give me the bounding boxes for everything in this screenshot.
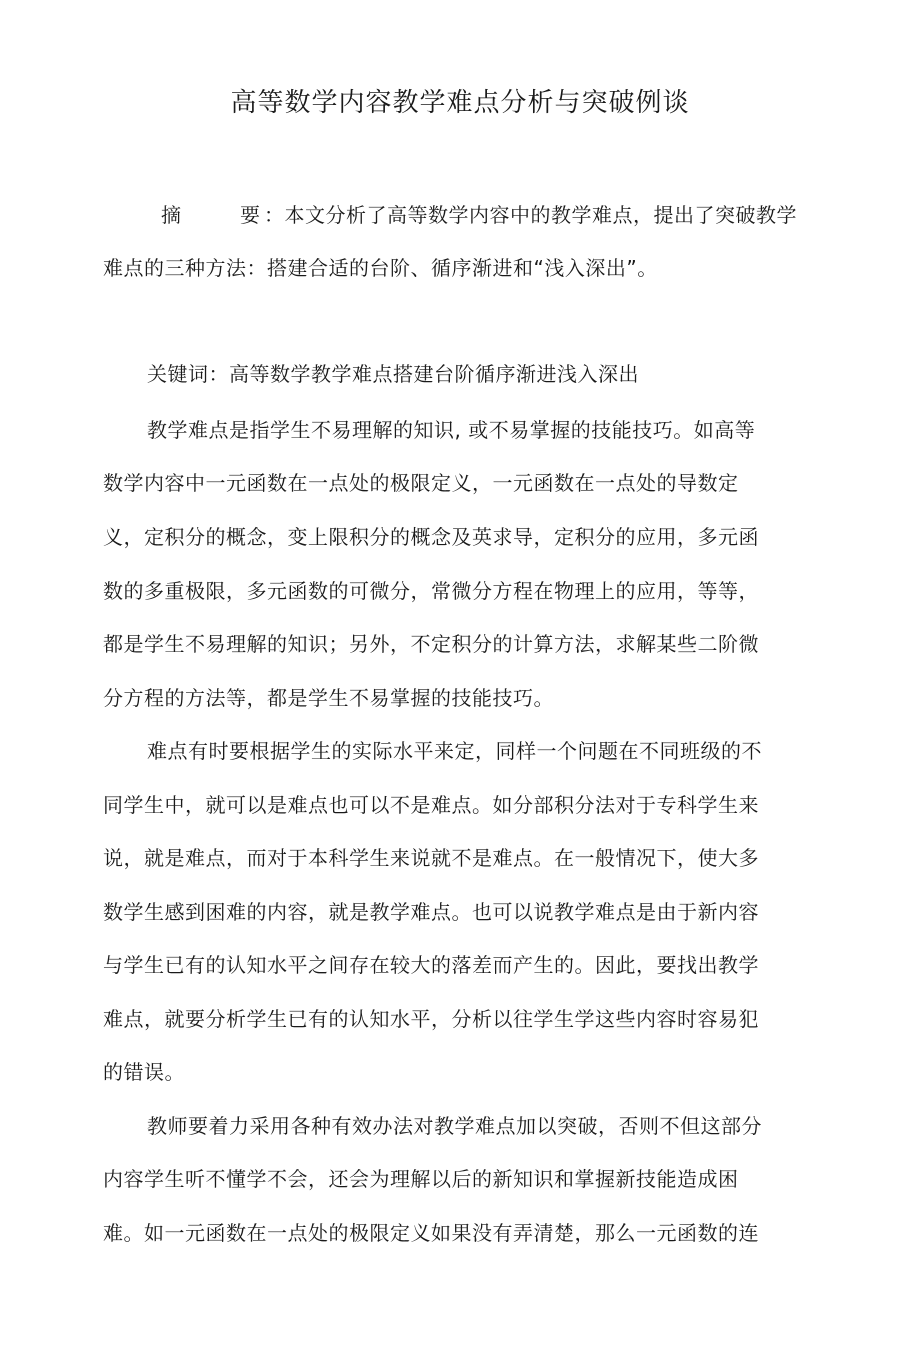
abstract-label-part1: 摘 [161, 203, 181, 227]
paragraph-2-line-5: 与学生已有的认知水平之间存在较大的落差而产生的。因此，要找出教学 [103, 953, 759, 977]
paragraph-1-line-5: 都是学生不易理解的知识；另外，不定积分的计算方法，求解某些二阶微 [103, 632, 759, 656]
paragraph-3-line-3: 难。如一元函数在一点处的极限定义如果没有弄清楚，那么一元函数的连 [103, 1221, 759, 1245]
paragraph-2-line-4: 数学生感到困难的内容，就是教学难点。也可以说教学难点是由于新内容 [103, 900, 759, 924]
paragraph-2-line-3: 说，就是难点，而对于本科学生来说就不是难点。在一般情况下，使大多 [103, 846, 759, 870]
paragraph-2-line-1: 难点有时要根据学生的实际水平来定，同样一个问题在不同班级的不 [147, 739, 762, 763]
document-title: 高等数学内容教学难点分析与突破例谈 [230, 88, 690, 118]
paragraph-1-line-2: 数学内容中一元函数在一点处的极限定义，一元函数在一点处的导数定 [103, 471, 739, 495]
paragraph-3-line-1: 教师要着力采用各种有效办法对教学难点加以突破，否则不但这部分 [147, 1114, 762, 1138]
abstract-line-1: ：本文分析了高等数学内容中的教学难点，提出了突破教学 [264, 203, 797, 227]
keywords-line: 关键词：高等数学教学难点搭建台阶循序渐进浅入深出 [147, 362, 639, 386]
paragraph-1-line-4: 数的多重极限，多元函数的可微分，常微分方程在物理上的应用，等等， [103, 579, 759, 603]
abstract-label-part2: 要 [240, 203, 260, 227]
paragraph-1-line-6: 分方程的方法等，都是学生不易掌握的技能技巧。 [103, 686, 554, 710]
paragraph-2-line-6: 难点，就要分析学生已有的认知水平，分析以往学生学这些内容时容易犯 [103, 1007, 759, 1031]
paragraph-2-line-2: 同学生中，就可以是难点也可以不是难点。如分部积分法对于专科学生来 [103, 793, 759, 817]
abstract-line-2: 难点的三种方法：搭建合适的台阶、循序渐进和“浅入深出”。 [103, 256, 658, 280]
paragraph-3-line-2: 内容学生听不懂学不会，还会为理解以后的新知识和掌握新技能造成困 [103, 1167, 739, 1191]
paragraph-1-line-3: 义，定积分的概念，变上限积分的概念及英求导，定积分的应用，多元函 [103, 525, 759, 549]
paragraph-2-line-7: 的错误。 [103, 1060, 185, 1084]
paragraph-1-line-1: 教学难点是指学生不易理解的知识, 或不易掌握的技能技巧。如高等 [147, 418, 756, 442]
